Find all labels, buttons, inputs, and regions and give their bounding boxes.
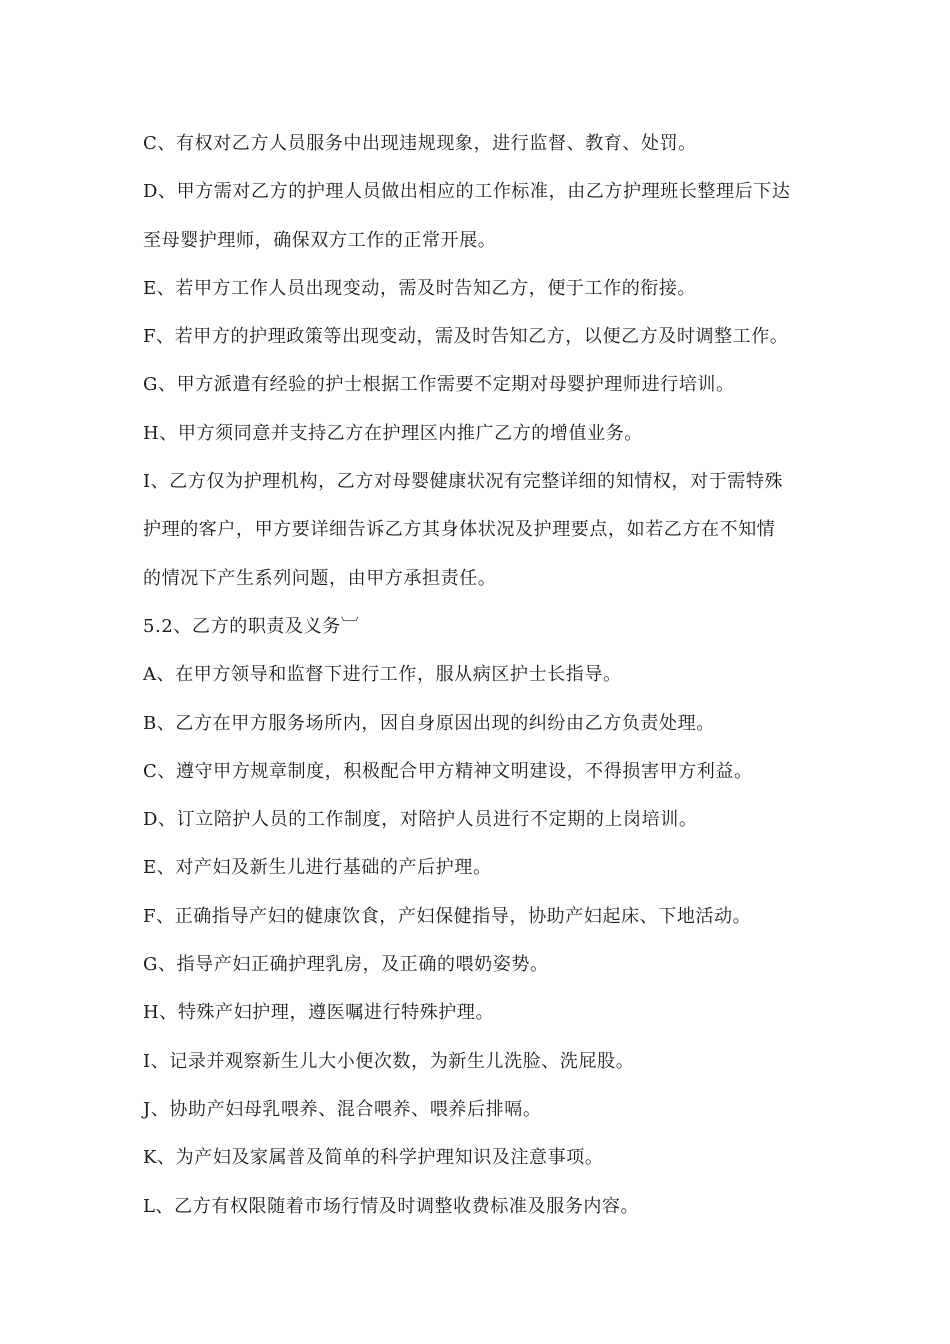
text-line: C、遵守甲方规章制度，积极配合甲方精神文明建设，不得损害甲方利益。 <box>143 760 753 782</box>
text-line: C、有权对乙方人员服务中出现违规现象，进行监督、教育、处罚。 <box>143 133 697 154</box>
text-line: H、特殊产妇护理，遵医嘱进行特殊护理。 <box>143 1002 495 1024</box>
text-line: K、为产妇及家属普及简单的科学护理知识及注意事项。 <box>143 1147 604 1169</box>
text-line: B、乙方在甲方服务场所内，因自身原因出现的纠纷由乙方负责处理。 <box>143 712 715 734</box>
text-line: E、若甲方工作人员出现变动，需及时告知乙方，便于工作的衔接。 <box>143 277 697 299</box>
text-line: F、正确指导产妇的健康饮食，产妇保健指导，协助产妇起床、下地活动。 <box>143 905 752 927</box>
text-line: J、协助产妇母乳喂养、混合喂养、喂养后排嗝。 <box>143 1098 542 1120</box>
text-line: I、乙方仅为护理机构，乙方对母婴健康状况有完整详细的知情权，对于需特殊 <box>143 471 784 493</box>
text-line: G、甲方派遣有经验的护士根据工作需要不定期对母婴护理师进行培训。 <box>143 374 735 396</box>
text-line: A、在甲方领导和监督下进行工作，服从病区护士长指导。 <box>143 664 622 686</box>
text-line: 至母婴护理师，确保双方工作的正常开展。 <box>143 229 497 251</box>
text-line: G、指导产妇正确护理乳房，及正确的喂奶姿势。 <box>143 954 549 976</box>
text-line: L、乙方有权限随着市场行情及时调整收费标准及服务内容。 <box>143 1195 640 1217</box>
text-line: 的情况下产生系列问题，由甲方承担责任。 <box>143 567 497 589</box>
text-line: 护理的客户，甲方要详细告诉乙方其身体状况及护理要点，如若乙方在不知情 <box>143 519 776 541</box>
text-line: F、若甲方的护理政策等出现变动，需及时告知乙方，以便乙方及时调整工作。 <box>143 326 789 348</box>
text-line: D、订立陪护人员的工作制度，对陪护人员进行不定期的上岗培训。 <box>143 809 698 831</box>
document-body <box>143 120 823 1231</box>
text-line: I、记录并观察新生儿大小便次数，为新生儿洗脸、洗屁股。 <box>143 1050 635 1072</box>
text-line: D、甲方需对乙方的护理人员做出相应的工作标准，由乙方护理班长整理后下达 <box>143 181 791 203</box>
text-line: H、甲方须同意并支持乙方在护理区内推广乙方的增值业务。 <box>143 422 643 444</box>
text-line: E、对产妇及新生儿进行基础的产后护理。 <box>143 857 492 879</box>
section-heading: 5.2、乙方的职责及义务︺ <box>143 615 360 637</box>
